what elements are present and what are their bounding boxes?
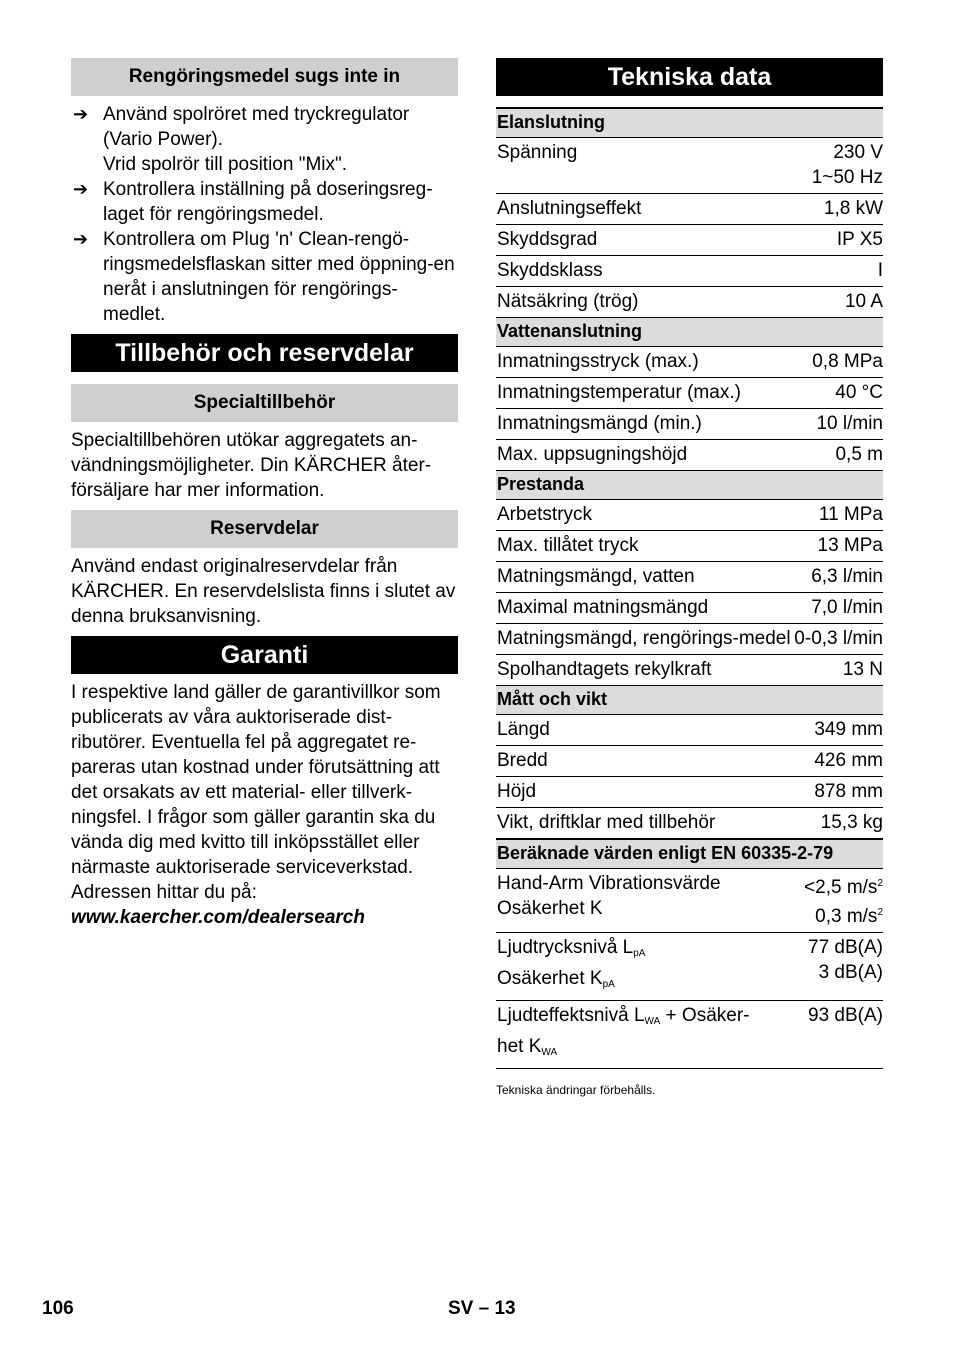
right-column	[496, 58, 883, 1097]
bullet-text: Kontrollera om Plug 'n' Clean-rengö-ringsmedelsflaskan sitter med öppning-en neråt i anslutningen för rengörings-medlet.	[103, 229, 455, 325]
spec-label: Inmatningsmängd (min.)	[496, 409, 793, 440]
spec-value: 878 mm	[793, 777, 883, 808]
heading-technical-data: Tekniska data	[496, 58, 883, 96]
spec-row	[496, 562, 883, 593]
heading-accessories: Tillbehör och reservdelar	[71, 334, 458, 372]
section-title: Elanslutning	[496, 108, 883, 138]
spec-row	[496, 746, 883, 777]
arrow-right-icon: ➔	[73, 229, 89, 249]
spec-label: Hand-Arm Vibrationsvärde Osäkerhet K	[496, 869, 793, 933]
spec-value: 40 °C	[793, 378, 883, 409]
spec-value: I	[793, 256, 883, 287]
spec-value: 93 dB(A)	[793, 1001, 883, 1069]
spec-value: 0-0,3 l/min	[793, 624, 883, 655]
spec-label: Inmatningstemperatur (max.)	[496, 378, 793, 409]
section-header	[496, 318, 883, 347]
spec-value: 15,3 kg	[793, 808, 883, 840]
dealer-search-link[interactable]: www.kaercher.com/dealersearch	[71, 907, 365, 928]
spec-value: 426 mm	[793, 746, 883, 777]
spec-row	[496, 225, 883, 256]
section-header	[496, 686, 883, 715]
spec-row	[496, 593, 883, 624]
bullet-item	[71, 177, 458, 227]
spec-row	[496, 347, 883, 378]
spec-label: Matningsmängd, vatten	[496, 562, 793, 593]
spec-label: Spolhandtagets rekylkraft	[496, 655, 793, 686]
spec-row	[496, 440, 883, 471]
spec-row	[496, 655, 883, 686]
spec-row	[496, 138, 883, 194]
spec-row	[496, 409, 883, 440]
spec-row	[496, 287, 883, 318]
spec-value: 349 mm	[793, 715, 883, 746]
spec-row	[496, 256, 883, 287]
spec-value: 0,8 MPa	[793, 347, 883, 378]
spec-label: Spänning	[496, 138, 793, 194]
spec-label: Höjd	[496, 777, 793, 808]
bullet-text: Använd spolröret med tryckregulator (Vario Power). Vrid spolrör till position "Mix".	[103, 104, 410, 175]
spec-label: Ljudteffektsnivå $L_{WA}$ + Osäker- het $K_{WA}$	[496, 1001, 793, 1069]
spec-value: 230 V 1~50 Hz	[793, 138, 883, 194]
spec-label: Maximal matningsmängd	[496, 593, 793, 624]
arrow-right-icon: ➔	[73, 179, 89, 199]
page-number: 106	[42, 1298, 74, 1319]
spec-value: 77 dB(A) 3 dB(A)	[793, 933, 883, 1001]
spec-label: Bredd	[496, 746, 793, 777]
spec-value: 10 l/min	[793, 409, 883, 440]
spec-value: 11 MPa	[793, 500, 883, 531]
spec-label: Längd	[496, 715, 793, 746]
spec-row	[496, 869, 883, 933]
heading-spare-parts: Reservdelar	[71, 510, 458, 548]
bullet-item	[71, 102, 458, 177]
spec-value: 13 MPa	[793, 531, 883, 562]
spec-row	[496, 378, 883, 409]
spec-label: Nätsäkring (trög)	[496, 287, 793, 318]
section-header	[496, 108, 883, 138]
spec-label: Max. tillåtet tryck	[496, 531, 793, 562]
bullet-item	[71, 227, 458, 327]
spec-label: Anslutningseffekt	[496, 194, 793, 225]
heading-special-accessories: Specialtillbehör	[71, 384, 458, 422]
spec-row	[496, 1001, 883, 1069]
spec-label: Matningsmängd, rengörings-medel	[496, 624, 793, 655]
spec-value: IP X5	[793, 225, 883, 256]
spec-label: Skyddsgrad	[496, 225, 793, 256]
spec-row	[496, 194, 883, 225]
page-code: SV – 13	[448, 1298, 516, 1319]
spec-row	[496, 715, 883, 746]
section-title: Mått och vikt	[496, 686, 883, 715]
bullet-text: Kontrollera inställning på doseringsreg-laget för rengöringsmedel.	[103, 179, 433, 225]
spare-parts-text: Använd endast originalreservdelar från KÄRCHER. En reservdelslista finns i slutet av denna bruksanvisning.	[71, 556, 456, 627]
footnote: Tekniska ändringar förbehålls.	[496, 1083, 656, 1097]
spec-value: 10 A	[793, 287, 883, 318]
spec-row	[496, 500, 883, 531]
spec-value: 0,5 m	[793, 440, 883, 471]
left-column	[71, 58, 458, 930]
spec-value: 13 N	[793, 655, 883, 686]
spec-row	[496, 808, 883, 840]
spec-value: 7,0 l/min	[793, 593, 883, 624]
spec-label: Ljudtrycksnivå $L_{pA}$ Osäkerhet $K_{pA}$	[496, 933, 793, 1001]
warranty-text: I respektive land gäller de garantivillkor som publicerats av våra auktoriserade dist-ributörer. Eventuella fel på aggregatet re-pareras utan kostnad under förutsättning att det orsakats av ett material- eller tillverk-ningsfel. I frågor som gäller garantin ska du vända dig med kvitto till inköpsstället eller närmaste auktoriserade serviceverkstad. Adressen hittar du på:	[71, 682, 441, 903]
section-title: Vattenanslutning	[496, 318, 883, 347]
section-title: Prestanda	[496, 471, 883, 500]
section-header	[496, 839, 883, 869]
heading-cleaning-agent: Rengöringsmedel sugs inte in	[71, 58, 458, 96]
spec-table	[496, 107, 883, 1069]
arrow-right-icon: ➔	[73, 104, 89, 124]
section-header	[496, 471, 883, 500]
spec-value: 1,8 kW	[793, 194, 883, 225]
spec-row	[496, 777, 883, 808]
bullet-list	[71, 102, 458, 327]
spec-value: 6,3 l/min	[793, 562, 883, 593]
spec-value: <2,5 $m/s^2$ 0,3 $m/s^2$	[793, 869, 883, 933]
section-title: Beräknade värden enligt EN 60335-2-79	[496, 839, 883, 869]
special-accessories-text: Specialtillbehören utökar aggregatets an-vändningsmöjligheter. Din KÄRCHER åter-försäljare har mer information.	[71, 430, 432, 501]
spec-label: Inmatningsstryck (max.)	[496, 347, 793, 378]
spec-label: Vikt, driftklar med tillbehör	[496, 808, 793, 840]
spec-row	[496, 933, 883, 1001]
spec-label: Skyddsklass	[496, 256, 793, 287]
heading-warranty: Garanti	[71, 636, 458, 674]
spec-row	[496, 531, 883, 562]
spec-label: Max. uppsugningshöjd	[496, 440, 793, 471]
spec-label: Arbetstryck	[496, 500, 793, 531]
spec-row	[496, 624, 883, 655]
